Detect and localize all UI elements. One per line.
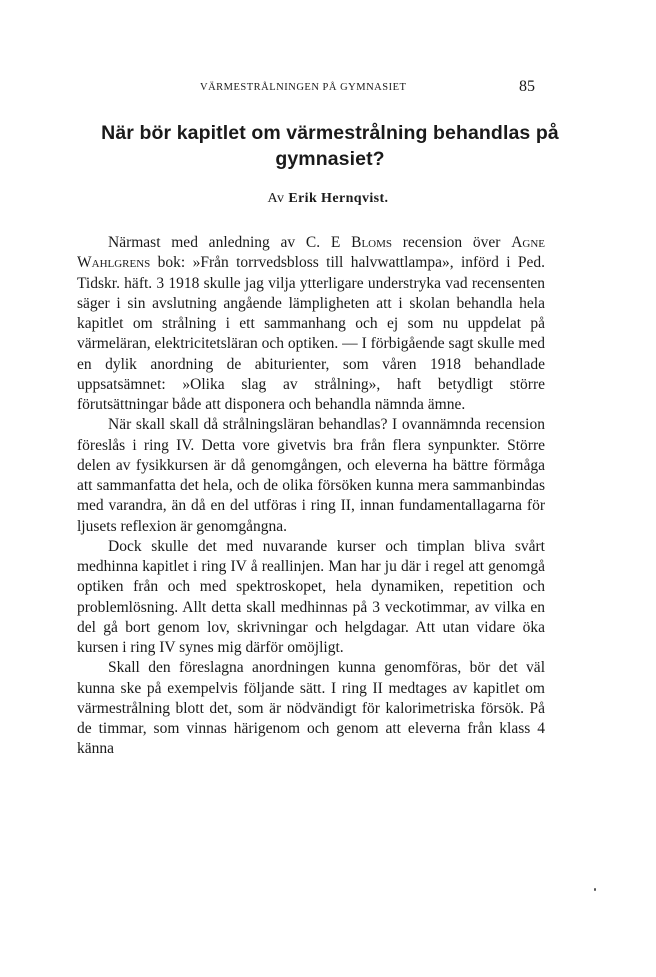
print-speck — [594, 888, 596, 891]
article-title: När bör kapitlet om värmestrålning behandlas på gymnasiet? — [101, 122, 559, 170]
paragraph-2: När skall skall då strålningsläran behandlas? I ovannämnda recension föreslås i ring IV. Detta vore givetvis bra från flera synpunkter. Större delen av fysikkursen är då genomgången, och eleverna ha bättre förmåga att sammanfatta det hela, och de olika försöken kunna mera sammanbindas med varandra, än då en del utföras i ring II, innan fundamentallagarna för ljusets reflexion är genomgångna. — [77, 416, 545, 535]
paragraph-1-text-b: recension över — [392, 234, 512, 251]
page-number: 85 — [519, 78, 535, 95]
byline — [0, 191, 656, 207]
byline-prefix: Av — [267, 191, 285, 206]
paragraph-1-text-a: Närmast med anledning av C. E — [108, 234, 352, 251]
running-head — [0, 80, 656, 100]
paragraph-4: Skall den föreslagna anordningen kunna genomföras, bör det väl kunna ske på exempelvis följande sätt. I ring II medtages av kapitlet om värmestrålning blott det, som är nödvändigt för kalorimetriska försök. På de timmar, som vinnas härigenom och genom att eleverna från klass 4 känna — [77, 659, 545, 758]
article-body — [77, 233, 545, 760]
author-name-bloms: Bloms — [351, 234, 393, 251]
paragraph-3: Dock skulle det med nuvarande kurser och timplan bliva svårt medhinna kapitlet i ring IV å reallinjen. Man har ju där i regel att genomgå optiken från och med spektroskopet, hela dynamiken, repetition och problemlösning. Allt detta skall medhinnas på 3 veckotimmar, av vilka en del gå bort genom lov, skrivningar och helgdagar. Att utan vidare öka kursen i ring IV synes mig därför omöjligt. — [77, 537, 545, 656]
paragraph-1 — [77, 233, 545, 415]
author-name-wahlgren: Agne Wahlgrens — [77, 234, 545, 272]
running-title: VÄRMESTRÅLNINGEN PÅ GYMNASIET — [200, 82, 407, 93]
author-name: Erik Hernqvist. — [288, 191, 389, 206]
paragraph-1-text-c: bok: »Från torrvedsbloss till halvwattlampa», införd i Ped. Tidskr. häft. 3 1918 skulle jag vilja ytterligare understryka vad recensenten säger i sin avslutning angående lämpligheten att i skolan behandla hela kapitlet om strålning i ett sammanhang och ej som nu uppdelat på värmeläran, elektricitetsläran och optiken. — I förbigående sagt skulle med en dylik anordning de abiturienter, som våren 1918 behandlade uppsatsämnet: »Olika slag av strålning», haft betydligt större förutsättningar både att disponera och behandla nämnda ämne. — [77, 254, 545, 413]
